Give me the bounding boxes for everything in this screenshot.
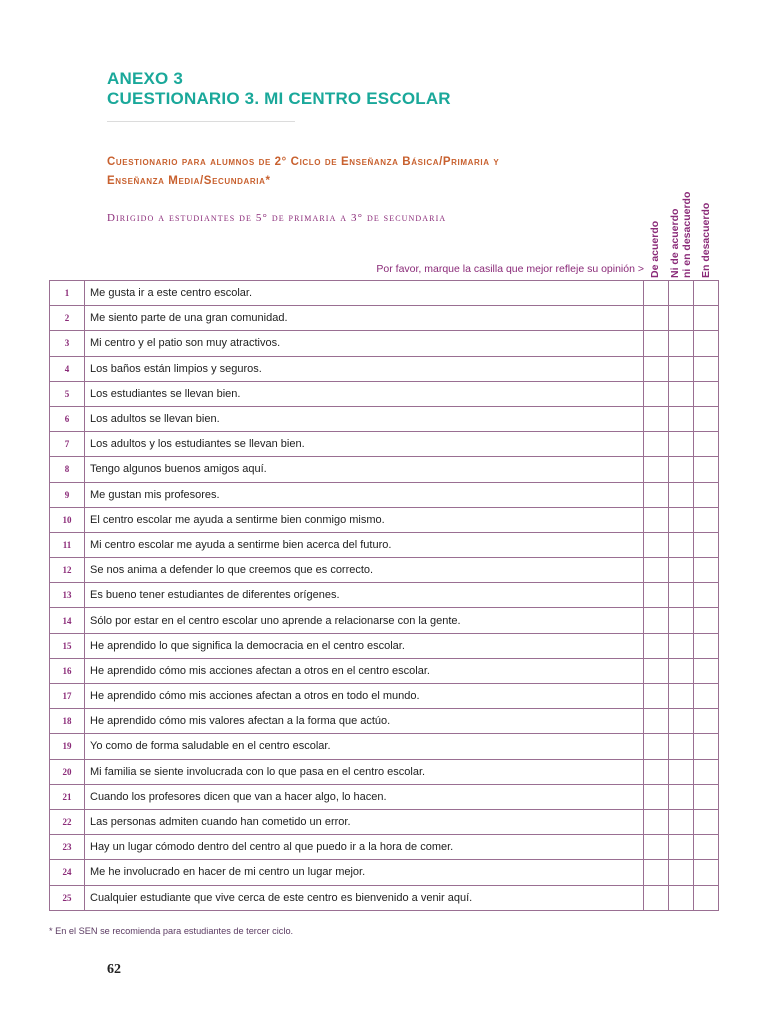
answer-checkbox-agree[interactable] <box>644 432 669 457</box>
question-number: 18 <box>50 709 85 734</box>
answer-checkbox-agree[interactable] <box>644 406 669 431</box>
answer-checkbox-agree[interactable] <box>644 331 669 356</box>
table-row <box>50 432 719 457</box>
answer-checkbox-agree[interactable] <box>644 306 669 331</box>
answer-checkbox-disagree[interactable] <box>694 306 719 331</box>
title-divider <box>107 121 295 122</box>
instruction-text: Por favor, marque la casilla que mejor refleje su opinión > <box>376 263 644 275</box>
question-number: 5 <box>50 381 85 406</box>
question-text: Mi centro y el patio son muy atractivos. <box>85 331 644 356</box>
question-text: Me siento parte de una gran comunidad. <box>85 306 644 331</box>
question-number: 3 <box>50 331 85 356</box>
table-row <box>50 507 719 532</box>
table-row <box>50 532 719 557</box>
answer-checkbox-disagree[interactable] <box>694 784 719 809</box>
table-row <box>50 684 719 709</box>
answer-checkbox-disagree[interactable] <box>694 860 719 885</box>
question-text: Los adultos y los estudiantes se llevan bien. <box>85 432 644 457</box>
question-number: 14 <box>50 608 85 633</box>
answer-checkbox-disagree[interactable] <box>694 281 719 306</box>
answer-checkbox-neutral[interactable] <box>669 381 694 406</box>
answer-checkbox-disagree[interactable] <box>694 432 719 457</box>
answer-checkbox-disagree[interactable] <box>694 734 719 759</box>
answer-checkbox-disagree[interactable] <box>694 532 719 557</box>
answer-checkbox-neutral[interactable] <box>669 885 694 910</box>
answer-checkbox-agree[interactable] <box>644 381 669 406</box>
answer-checkbox-agree[interactable] <box>644 759 669 784</box>
questionnaire-table <box>49 280 719 911</box>
target-audience: Dirigido a estudiantes de 5° de primaria a 3° de secundaria <box>107 212 447 224</box>
answer-checkbox-disagree[interactable] <box>694 633 719 658</box>
column-header-disagree <box>700 202 768 278</box>
question-text: Mi familia se siente involucrada con lo que pasa en el centro escolar. <box>85 759 644 784</box>
table-row <box>50 809 719 834</box>
question-text: He aprendido cómo mis acciones afectan a otros en todo el mundo. <box>85 684 644 709</box>
answer-checkbox-neutral[interactable] <box>669 684 694 709</box>
answer-checkbox-disagree[interactable] <box>694 684 719 709</box>
table-row <box>50 784 719 809</box>
questionnaire-intro <box>107 153 647 191</box>
answer-checkbox-disagree[interactable] <box>694 406 719 431</box>
answer-checkbox-neutral[interactable] <box>669 406 694 431</box>
table-row <box>50 381 719 406</box>
answer-checkbox-neutral[interactable] <box>669 532 694 557</box>
answer-checkbox-disagree[interactable] <box>694 356 719 381</box>
question-text: Se nos anima a defender lo que creemos que es correcto. <box>85 558 644 583</box>
question-text: Los baños están limpios y seguros. <box>85 356 644 381</box>
question-number: 6 <box>50 406 85 431</box>
table-row <box>50 709 719 734</box>
answer-checkbox-agree[interactable] <box>644 784 669 809</box>
table-row <box>50 608 719 633</box>
answer-checkbox-agree[interactable] <box>644 860 669 885</box>
answer-checkbox-disagree[interactable] <box>694 709 719 734</box>
answer-checkbox-disagree[interactable] <box>694 835 719 860</box>
question-number: 24 <box>50 860 85 885</box>
table-row <box>50 759 719 784</box>
question-number: 4 <box>50 356 85 381</box>
question-number: 20 <box>50 759 85 784</box>
table-row <box>50 356 719 381</box>
table-row <box>50 482 719 507</box>
table-row <box>50 835 719 860</box>
question-text: Tengo algunos buenos amigos aquí. <box>85 457 644 482</box>
answer-checkbox-neutral[interactable] <box>669 507 694 532</box>
answer-checkbox-disagree[interactable] <box>694 608 719 633</box>
answer-checkbox-disagree[interactable] <box>694 331 719 356</box>
column-header-disagree-label: En desacuerdo <box>700 202 712 278</box>
answer-checkbox-disagree[interactable] <box>694 583 719 608</box>
question-text: He aprendido cómo mis acciones afectan a otros en el centro escolar. <box>85 658 644 683</box>
page-number: 62 <box>107 962 121 977</box>
answer-checkbox-neutral[interactable] <box>669 658 694 683</box>
answer-checkbox-agree[interactable] <box>644 709 669 734</box>
question-text: Los estudiantes se llevan bien. <box>85 381 644 406</box>
question-text: Mi centro escolar me ayuda a sentirme bien acerca del futuro. <box>85 532 644 557</box>
annex-label: ANEXO 3 <box>107 69 184 88</box>
answer-checkbox-neutral[interactable] <box>669 457 694 482</box>
answer-checkbox-neutral[interactable] <box>669 633 694 658</box>
column-header-agree-label: De acuerdo <box>649 220 661 278</box>
answer-checkbox-disagree[interactable] <box>694 507 719 532</box>
question-text: Me he involucrado en hacer de mi centro un lugar mejor. <box>85 860 644 885</box>
answer-checkbox-agree[interactable] <box>644 835 669 860</box>
question-number: 15 <box>50 633 85 658</box>
answer-checkbox-agree[interactable] <box>644 658 669 683</box>
question-text: Hay un lugar cómodo dentro del centro al que puedo ir a la hora de comer. <box>85 835 644 860</box>
answer-checkbox-disagree[interactable] <box>694 658 719 683</box>
answer-checkbox-agree[interactable] <box>644 885 669 910</box>
question-text: Los adultos se llevan bien. <box>85 406 644 431</box>
answer-checkbox-neutral[interactable] <box>669 860 694 885</box>
question-number: 21 <box>50 784 85 809</box>
question-text: He aprendido lo que significa la democracia en el centro escolar. <box>85 633 644 658</box>
answer-checkbox-agree[interactable] <box>644 558 669 583</box>
question-number: 8 <box>50 457 85 482</box>
table-row <box>50 734 719 759</box>
answer-checkbox-agree[interactable] <box>644 356 669 381</box>
table-row <box>50 860 719 885</box>
table-row <box>50 885 719 910</box>
answer-checkbox-agree[interactable] <box>644 482 669 507</box>
answer-checkbox-neutral[interactable] <box>669 558 694 583</box>
question-text: Sólo por estar en el centro escolar uno aprende a relacionarse con la gente. <box>85 608 644 633</box>
answer-checkbox-agree[interactable] <box>644 684 669 709</box>
answer-checkbox-neutral[interactable] <box>669 583 694 608</box>
question-number: 19 <box>50 734 85 759</box>
question-number: 12 <box>50 558 85 583</box>
table-row <box>50 406 719 431</box>
answer-checkbox-neutral[interactable] <box>669 608 694 633</box>
answer-checkbox-neutral[interactable] <box>669 331 694 356</box>
question-text: Me gustan mis profesores. <box>85 482 644 507</box>
question-text: Yo como de forma saludable en el centro escolar. <box>85 734 644 759</box>
answer-checkbox-neutral[interactable] <box>669 356 694 381</box>
question-number: 16 <box>50 658 85 683</box>
answer-checkbox-disagree[interactable] <box>694 885 719 910</box>
question-text: He aprendido cómo mis valores afectan a la forma que actúo. <box>85 709 644 734</box>
answer-checkbox-agree[interactable] <box>644 507 669 532</box>
answer-checkbox-agree[interactable] <box>644 457 669 482</box>
table-row <box>50 331 719 356</box>
answer-checkbox-disagree[interactable] <box>694 381 719 406</box>
footnote: * En el SEN se recomienda para estudiantes de tercer ciclo. <box>49 926 294 936</box>
answer-checkbox-agree[interactable] <box>644 608 669 633</box>
question-text: Es bueno tener estudiantes de diferentes orígenes. <box>85 583 644 608</box>
question-number: 2 <box>50 306 85 331</box>
answer-checkbox-neutral[interactable] <box>669 759 694 784</box>
questionnaire-body <box>50 281 719 911</box>
answer-checkbox-agree[interactable] <box>644 633 669 658</box>
table-row <box>50 583 719 608</box>
answer-checkbox-disagree[interactable] <box>694 457 719 482</box>
answer-checkbox-disagree[interactable] <box>694 809 719 834</box>
table-row <box>50 457 719 482</box>
intro-line-1: Cuestionario para alumnos de 2° Ciclo de Enseñanza Básica/Primaria y <box>107 156 500 168</box>
answer-checkbox-agree[interactable] <box>644 532 669 557</box>
annex-heading <box>107 69 451 109</box>
column-header-neutral-line-2: ni en desacuerdo <box>680 191 693 278</box>
answer-checkbox-disagree[interactable] <box>694 482 719 507</box>
question-number: 13 <box>50 583 85 608</box>
question-text: Me gusta ir a este centro escolar. <box>85 281 644 306</box>
answer-checkbox-neutral[interactable] <box>669 835 694 860</box>
question-number: 25 <box>50 885 85 910</box>
answer-checkbox-agree[interactable] <box>644 734 669 759</box>
question-text: El centro escolar me ayuda a sentirme bien conmigo mismo. <box>85 507 644 532</box>
answer-checkbox-agree[interactable] <box>644 281 669 306</box>
answer-checkbox-neutral[interactable] <box>669 306 694 331</box>
question-number: 1 <box>50 281 85 306</box>
question-number: 7 <box>50 432 85 457</box>
table-row <box>50 306 719 331</box>
question-number: 9 <box>50 482 85 507</box>
table-row <box>50 633 719 658</box>
table-row <box>50 558 719 583</box>
question-number: 22 <box>50 809 85 834</box>
question-number: 10 <box>50 507 85 532</box>
answer-checkbox-agree[interactable] <box>644 809 669 834</box>
column-header-neutral-line-1: Ni de acuerdo <box>669 208 681 278</box>
answer-checkbox-neutral[interactable] <box>669 809 694 834</box>
question-number: 11 <box>50 532 85 557</box>
annex-title: CUESTIONARIO 3. MI CENTRO ESCOLAR <box>107 89 451 108</box>
answer-checkbox-neutral[interactable] <box>669 709 694 734</box>
answer-checkbox-disagree[interactable] <box>694 558 719 583</box>
question-text: Cuando los profesores dicen que van a hacer algo, lo hacen. <box>85 784 644 809</box>
answer-checkbox-neutral[interactable] <box>669 281 694 306</box>
answer-checkbox-disagree[interactable] <box>694 759 719 784</box>
table-row <box>50 281 719 306</box>
answer-checkbox-neutral[interactable] <box>669 784 694 809</box>
question-number: 17 <box>50 684 85 709</box>
answer-checkbox-agree[interactable] <box>644 583 669 608</box>
answer-checkbox-neutral[interactable] <box>669 482 694 507</box>
answer-checkbox-neutral[interactable] <box>669 432 694 457</box>
table-row <box>50 658 719 683</box>
question-text: Cualquier estudiante que vive cerca de este centro es bienvenido a venir aquí. <box>85 885 644 910</box>
question-text: Las personas admiten cuando han cometido un error. <box>85 809 644 834</box>
answer-checkbox-neutral[interactable] <box>669 734 694 759</box>
intro-line-2: Enseñanza Media/Secundaria* <box>107 175 271 187</box>
question-number: 23 <box>50 835 85 860</box>
column-header-neutral-label <box>670 182 693 278</box>
